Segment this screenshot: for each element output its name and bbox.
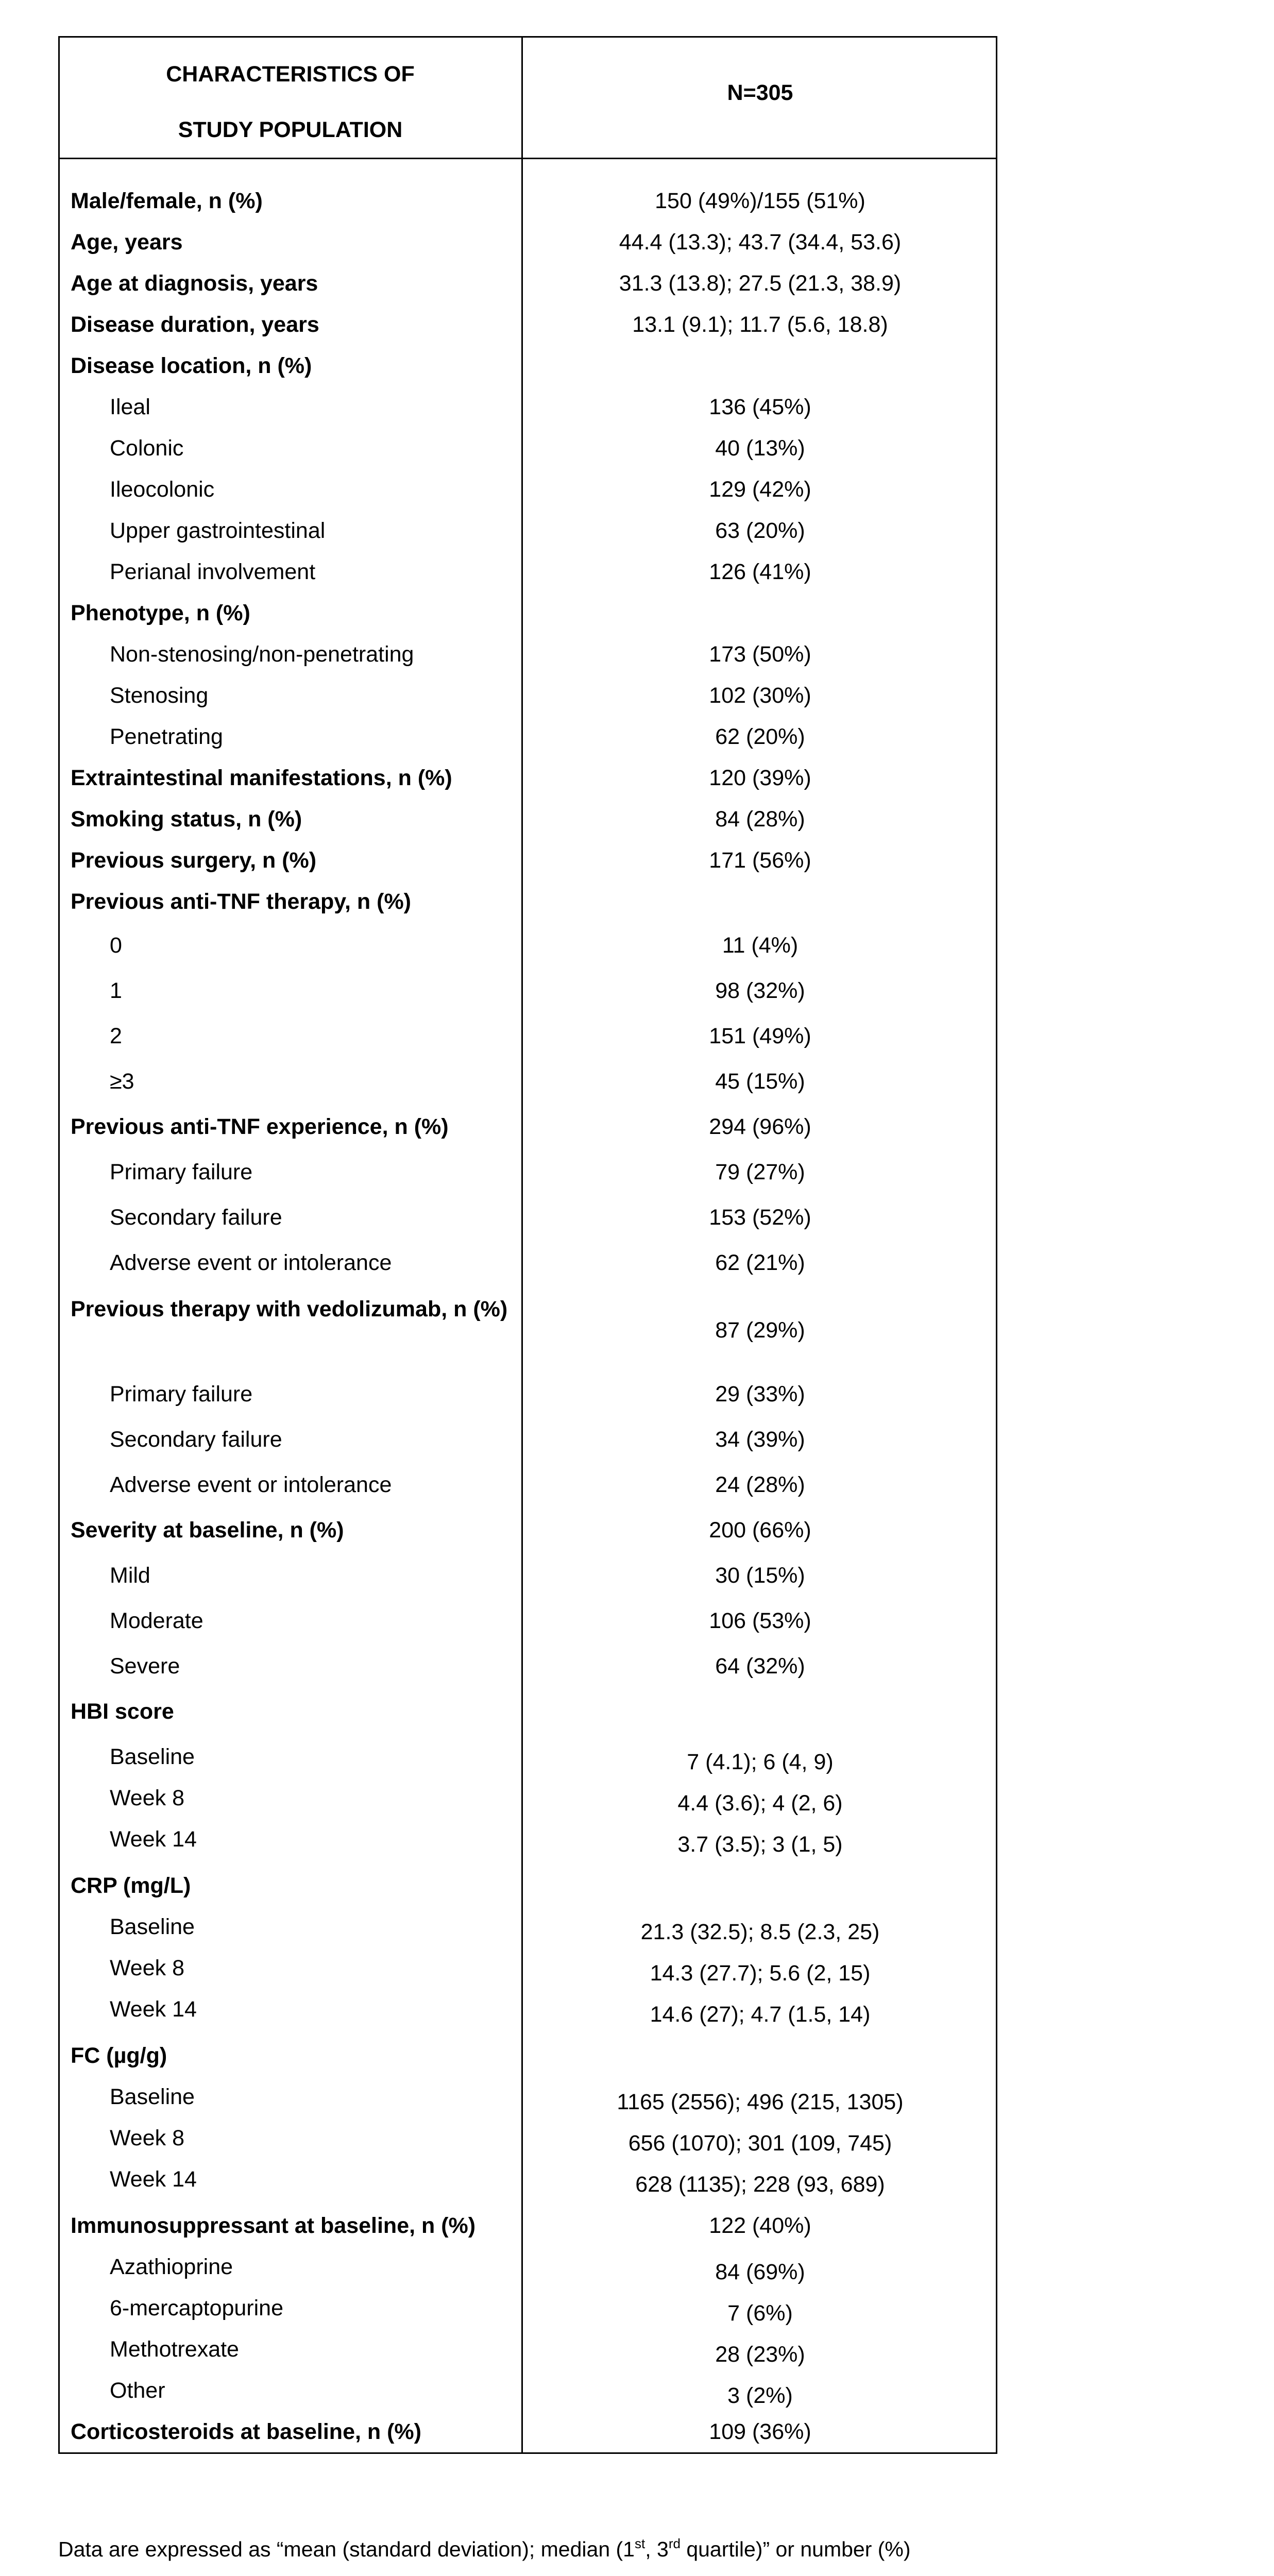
row-value: 87 (29%): [715, 1318, 805, 1343]
table-row: [58, 180, 997, 222]
table-row: [58, 2035, 997, 2076]
row-label: 0: [110, 933, 122, 958]
row-value: 7 (6%): [727, 2301, 793, 2326]
row-value: 122 (40%): [709, 2213, 811, 2238]
table-row: [58, 2246, 997, 2287]
table-row: [58, 799, 997, 840]
table-row: [58, 840, 997, 881]
row-value: 11 (4%): [722, 933, 799, 958]
row-value: 129 (42%): [709, 477, 811, 502]
row-value: 120 (39%): [709, 766, 811, 790]
header-characteristics-line2: STUDY POPULATION: [178, 117, 403, 142]
row-label: ≥3: [110, 1069, 134, 1094]
table-row: [58, 345, 997, 386]
row-label: Baseline: [110, 1744, 195, 1769]
row-label: Secondary failure: [110, 1427, 282, 1452]
row-value: 14.6 (27); 4.7 (1.5, 14): [650, 2002, 871, 2027]
row-value: 153 (52%): [709, 1205, 811, 1230]
row-label: Phenotype, n (%): [71, 601, 250, 625]
row-value: 171 (56%): [709, 848, 811, 873]
row-value: 28 (23%): [715, 2342, 805, 2367]
row-value: 21.3 (32.5); 8.5 (2.3, 25): [640, 1920, 880, 1944]
row-value: 34 (39%): [715, 1427, 805, 1452]
row-value: 79 (27%): [715, 1160, 805, 1184]
row-label: Previous anti-TNF therapy, n (%): [71, 889, 411, 914]
table-row: [58, 1061, 997, 1102]
row-label: Azathioprine: [110, 2255, 233, 2279]
row-value: 173 (50%): [709, 642, 811, 667]
row-value: 628 (1135); 228 (93, 689): [635, 2172, 885, 2197]
table-row: [58, 1242, 997, 1283]
row-label: Previous anti-TNF experience, n (%): [71, 1114, 449, 1139]
row-label: Extraintestinal manifestations, n (%): [71, 766, 452, 790]
row-label: Age, years: [71, 230, 183, 255]
row-value: 29 (33%): [715, 1382, 805, 1406]
row-label: HBI score: [71, 1699, 174, 1724]
footnote-part: , 3: [645, 2537, 669, 2561]
row-label: Severity at baseline, n (%): [71, 1518, 344, 1543]
row-value: 106 (53%): [709, 1608, 811, 1633]
row-label: Previous therapy with vedolizumab, n (%): [71, 1297, 508, 1321]
row-label: 2: [110, 1024, 122, 1048]
footnote-sup: rd: [668, 2536, 681, 2551]
row-label: Male/female, n (%): [71, 189, 263, 213]
footnote-part: quartile)” or number (%): [680, 2537, 911, 2561]
row-value: 136 (45%): [709, 395, 811, 419]
row-value: 44.4 (13.3); 43.7 (34.4, 53.6): [619, 230, 902, 255]
row-label: Severe: [110, 1654, 180, 1679]
header-n: N=305: [727, 80, 793, 105]
row-value: 45 (15%): [715, 1069, 805, 1094]
table-row: [58, 970, 997, 1011]
row-label: Penetrating: [110, 724, 223, 749]
row-label: Mild: [110, 1563, 150, 1588]
row-value: 30 (15%): [715, 1563, 805, 1588]
table-row: [58, 1906, 997, 1947]
row-label: Week 14: [110, 1997, 197, 2022]
row-label: Week 14: [110, 2167, 197, 2192]
row-value: 63 (20%): [715, 518, 805, 543]
row-label: Previous surgery, n (%): [71, 848, 317, 873]
table-row: [58, 551, 997, 592]
row-label: Smoking status, n (%): [71, 807, 302, 832]
table-row: [58, 2117, 997, 2159]
row-value: 7 (4.1); 6 (4, 9): [687, 1750, 834, 1774]
header-characteristics-line1: CHARACTERISTICS OF: [166, 62, 415, 87]
row-label: Baseline: [110, 2084, 195, 2109]
footnote-part: Data are expressed as “mean (standard deviation); median (1: [58, 2537, 635, 2561]
row-label: Colonic: [110, 436, 184, 461]
row-label: Age at diagnosis, years: [71, 271, 318, 296]
table-row: [58, 2159, 997, 2200]
row-value: 13.1 (9.1); 11.7 (5.6, 18.8): [632, 312, 888, 337]
row-value: 40 (13%): [715, 436, 805, 461]
table-row: [58, 2370, 997, 2411]
row-label: Upper gastrointestinal: [110, 518, 326, 543]
table-row: [58, 1106, 997, 1147]
header-characteristics: [58, 46, 522, 158]
row-label: Methotrexate: [110, 2337, 239, 2362]
table-row: [58, 469, 997, 510]
row-value: 14.3 (27.7); 5.6 (2, 15): [650, 1961, 871, 1986]
row-value: 656 (1070); 301 (109, 745): [628, 2131, 892, 2156]
row-label: Immunosuppressant at baseline, n (%): [71, 2213, 476, 2238]
row-value: 24 (28%): [715, 1472, 805, 1497]
table-row: [58, 428, 997, 469]
table-row: [58, 1510, 997, 1551]
table-row: [58, 1736, 997, 1777]
row-label: Ileal: [110, 395, 150, 419]
row-label: Week 8: [110, 2126, 184, 2150]
row-label: Baseline: [110, 1914, 195, 1939]
row-value: 1165 (2556); 496 (215, 1305): [617, 2090, 904, 2114]
row-value: 64 (32%): [715, 1654, 805, 1679]
row-value: 84 (28%): [715, 807, 805, 832]
table-row: [58, 716, 997, 757]
table-row: [58, 1555, 997, 1596]
row-value: 4.4 (3.6); 4 (2, 6): [677, 1791, 843, 1816]
row-value: 151 (49%): [709, 1024, 811, 1048]
row-label: Perianal involvement: [110, 560, 316, 584]
row-value: 62 (21%): [715, 1250, 805, 1275]
row-label: Other: [110, 2378, 165, 2403]
table-row: [58, 592, 997, 634]
row-label: Adverse event or intolerance: [110, 1472, 392, 1497]
table-row: [58, 634, 997, 675]
table-row: [58, 304, 997, 345]
crp-label: CRP (mg/L): [71, 1873, 191, 1898]
row-label: Stenosing: [110, 683, 209, 708]
table-row: [58, 1419, 997, 1460]
table-row: [58, 2411, 997, 2452]
table-row: [58, 263, 997, 304]
row-value: 294 (96%): [709, 1114, 811, 1139]
table-row: [58, 2076, 997, 2117]
row-label: Adverse event or intolerance: [110, 1250, 392, 1275]
table-row: [58, 510, 997, 551]
row-label: Week 8: [110, 1786, 184, 1810]
row-value: 109 (36%): [709, 2419, 811, 2444]
table-row: [58, 1819, 997, 1860]
header-rule: [58, 158, 997, 159]
row-label: Primary failure: [110, 1382, 253, 1406]
row-value: 62 (20%): [715, 724, 805, 749]
row-label: Disease duration, years: [71, 312, 319, 337]
table-row: [58, 1600, 997, 1641]
row-label: FC (µg/g): [71, 2043, 167, 2068]
table-row: [58, 2287, 997, 2329]
row-value: 98 (32%): [715, 978, 805, 1003]
row-value: 3.7 (3.5); 3 (1, 5): [677, 1832, 843, 1857]
row-label: Week 8: [110, 1956, 184, 1980]
table-row: [58, 1646, 997, 1687]
row-label: Moderate: [110, 1608, 203, 1633]
table-row: [58, 222, 997, 263]
table-row: [58, 1151, 997, 1193]
table-row: [58, 675, 997, 716]
table-row: [58, 2205, 997, 2246]
table-row: [58, 1464, 997, 1505]
row-label: 1: [110, 978, 122, 1003]
row-label: Non-stenosing/non-penetrating: [110, 642, 414, 667]
row-label: Week 14: [110, 1827, 197, 1852]
row-label: Ileocolonic: [110, 477, 215, 502]
row-label: Secondary failure: [110, 1205, 282, 1230]
table-row: [58, 1015, 997, 1057]
footnote-sup: st: [634, 2536, 646, 2551]
table-row: [58, 757, 997, 799]
row-label: 6-mercaptopurine: [110, 2296, 284, 2320]
row-label: [71, 1865, 565, 1906]
row-value: 84 (69%): [715, 2260, 805, 2284]
row-value: 200 (66%): [709, 1518, 811, 1543]
row-value: 31.3 (13.8); 27.5 (21.3, 38.9): [619, 271, 902, 296]
table-row: [58, 1374, 997, 1415]
table-row: [58, 1691, 997, 1732]
row-value: 126 (41%): [709, 560, 811, 584]
row-value: 150 (49%)/155 (51%): [655, 189, 865, 213]
row-value: 102 (30%): [709, 683, 811, 708]
table-row: [58, 2329, 997, 2370]
table-row: [58, 1947, 997, 1989]
table-row: [58, 1197, 997, 1238]
footnote-data-expression: [58, 2534, 911, 2565]
row-value: 3 (2%): [727, 2383, 793, 2408]
row-label: Primary failure: [110, 1160, 253, 1184]
table-row: [58, 1288, 997, 1372]
table-row: [58, 1865, 997, 1906]
table-row: [58, 1777, 997, 1819]
table-row: [58, 1989, 997, 2030]
row-label: Corticosteroids at baseline, n (%): [71, 2419, 421, 2444]
row-label: Disease location, n (%): [71, 353, 312, 378]
table-row: [58, 881, 997, 922]
table-row: [58, 925, 997, 966]
table-row: [58, 386, 997, 428]
